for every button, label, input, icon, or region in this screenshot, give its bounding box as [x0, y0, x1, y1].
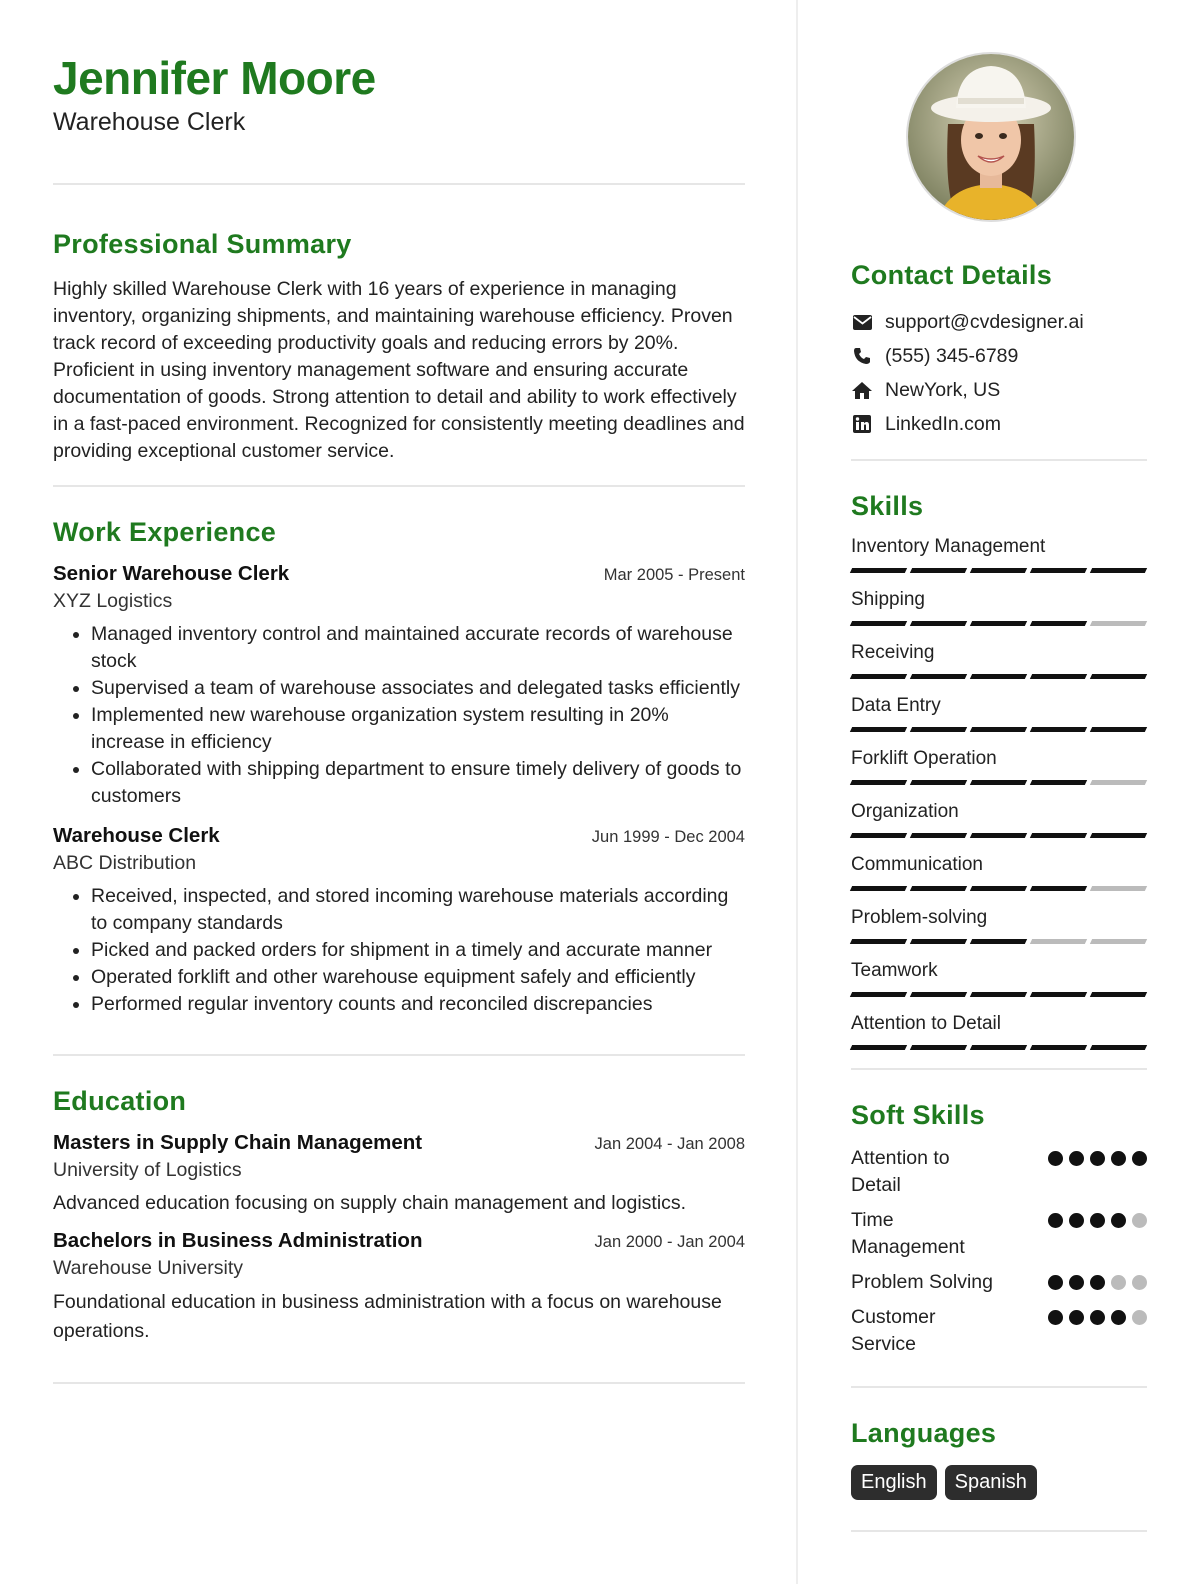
- skill-segment-empty: [1030, 939, 1087, 944]
- skill-segment-filled: [970, 780, 1027, 785]
- skill-name: Communication: [851, 854, 983, 875]
- rating-dot-empty: [1132, 1310, 1147, 1325]
- job-bullet: • Managed inventory control and maintained accurate records of warehouse stock: [91, 621, 745, 675]
- skill-segment-filled: [1030, 833, 1087, 838]
- skill-segment-filled: [1090, 568, 1147, 573]
- job-bullet: • Collaborated with shipping department to ensure timely delivery of goods to customers: [91, 756, 745, 810]
- phone-icon: [851, 345, 873, 367]
- skill-item: [851, 958, 1147, 997]
- contact-phone-text: (555) 345-6789: [885, 344, 1019, 367]
- job-bullet: • Performed regular inventory counts and reconciled discrepancies: [91, 991, 745, 1018]
- skill-item: [851, 746, 1147, 785]
- education-description: Foundational education in business administration with a focus on warehouse operations.: [53, 1290, 722, 1342]
- skill-name: Data Entry: [851, 695, 941, 716]
- contact-linkedin-text: LinkedIn.com: [885, 412, 1001, 435]
- languages-title: Languages: [851, 1418, 997, 1448]
- skill-segment-filled: [910, 674, 967, 679]
- rating-dot-filled: [1090, 1151, 1105, 1166]
- school-name: Warehouse University: [53, 1256, 244, 1279]
- skill-level-bar: [851, 674, 1147, 679]
- skill-segment-filled: [970, 621, 1027, 626]
- skill-segment-filled: [910, 992, 967, 997]
- job-bullet: • Picked and packed orders for shipment in a timely and accurate manner: [91, 937, 745, 964]
- skill-level-bar: [851, 780, 1147, 785]
- contact-title: Contact Details: [851, 260, 1053, 290]
- rating-dot-empty: [1111, 1275, 1126, 1290]
- experience-title: Work Experience: [53, 516, 277, 547]
- section-divider: [53, 183, 745, 185]
- job-bullets: [53, 621, 745, 810]
- profile-photo-illustration: [908, 54, 1074, 220]
- skill-segment-filled: [850, 568, 907, 573]
- rating-dot-filled: [1069, 1275, 1084, 1290]
- skill-segment-filled: [1090, 674, 1147, 679]
- rating-dot-filled: [1048, 1275, 1063, 1290]
- language-pill: English: [851, 1465, 937, 1500]
- skill-segment-filled: [850, 621, 907, 626]
- rating-dot-filled: [1090, 1275, 1105, 1290]
- skill-segment-filled: [1030, 568, 1087, 573]
- skill-segment-empty: [1090, 939, 1147, 944]
- language-pill: Spanish: [945, 1465, 1037, 1500]
- skill-level-bar: [851, 992, 1147, 997]
- skill-segment-filled: [1030, 780, 1087, 785]
- contact-list: [851, 305, 1147, 441]
- skill-segment-filled: [910, 939, 967, 944]
- job-company: XYZ Logistics: [53, 589, 173, 612]
- home-icon: [851, 379, 873, 401]
- skill-name: Inventory Management: [851, 536, 1046, 557]
- skill-item: [851, 1011, 1147, 1050]
- job-bullet: • Supervised a team of warehouse associates and delegated tasks efficiently: [91, 675, 745, 702]
- languages-list: [851, 1465, 1147, 1500]
- section-divider: [851, 1530, 1147, 1532]
- soft-skill-item: [851, 1304, 1147, 1358]
- skill-segment-filled: [1030, 727, 1087, 732]
- rating-dot-filled: [1090, 1213, 1105, 1228]
- job-bullet: • Operated forklift and other warehouse equipment safely and efficiently: [91, 964, 745, 991]
- job-dates: Mar 2005 - Present: [603, 565, 745, 584]
- candidate-role: Warehouse Clerk: [53, 107, 246, 136]
- education-title: Education: [53, 1085, 187, 1116]
- column-divider: [796, 0, 798, 1584]
- contact-location-text: NewYork, US: [885, 378, 1001, 401]
- skill-item: [851, 587, 1147, 626]
- skill-segment-filled: [970, 992, 1027, 997]
- soft-skill-item: [851, 1269, 1147, 1296]
- skill-segment-filled: [1030, 674, 1087, 679]
- soft-skill-name: Problem Solving: [851, 1271, 993, 1293]
- rating-dot-filled: [1111, 1213, 1126, 1228]
- job-title: Warehouse Clerk: [53, 823, 220, 847]
- skill-segment-filled: [910, 621, 967, 626]
- skill-item: [851, 693, 1147, 732]
- skill-level-bar: [851, 568, 1147, 573]
- education-dates: Jan 2004 - Jan 2008: [594, 1134, 745, 1153]
- soft-skill-name: Time Management: [851, 1209, 965, 1258]
- degree-title: Masters in Supply Chain Management: [53, 1130, 423, 1154]
- skill-segment-filled: [970, 1045, 1027, 1050]
- job-entry: [53, 562, 745, 810]
- rating-dot-filled: [1069, 1310, 1084, 1325]
- skill-segment-filled: [850, 992, 907, 997]
- sidebar-column: [851, 52, 1147, 1532]
- rating-dot-filled: [1111, 1310, 1126, 1325]
- job-bullets: [53, 883, 745, 1018]
- skill-segment-filled: [1090, 833, 1147, 838]
- contact-email[interactable]: [851, 305, 1147, 339]
- rating-dot-filled: [1132, 1151, 1147, 1166]
- rating-dot-filled: [1048, 1151, 1063, 1166]
- rating-dot-filled: [1048, 1213, 1063, 1228]
- skill-segment-filled: [910, 1045, 967, 1050]
- skill-segment-filled: [850, 833, 907, 838]
- skill-segment-filled: [910, 833, 967, 838]
- rating-dot-filled: [1111, 1151, 1126, 1166]
- skill-segment-empty: [1090, 886, 1147, 891]
- summary-text: Highly skilled Warehouse Clerk with 16 years of experience in managing inventory, organizing shipments, and maintaining warehouse efficiency. Proven track record of exceeding productivity goals and reducing errors by 20%. Proficient in using inventory management software and ensuring accurate documentation of goods. Strong attention to detail and ability to work effectively in a fast-paced environment. Recognized for consistently meeting deadlines and providing exceptional customer service.: [53, 277, 745, 462]
- section-divider: [851, 1068, 1147, 1070]
- skill-segment-filled: [1030, 992, 1087, 997]
- job-dates: Jun 1999 - Dec 2004: [591, 827, 745, 846]
- skill-segment-filled: [850, 727, 907, 732]
- rating-dot-filled: [1048, 1310, 1063, 1325]
- soft-skills-title: Soft Skills: [851, 1100, 985, 1130]
- skill-segment-filled: [910, 727, 967, 732]
- soft-skills-list: [851, 1145, 1147, 1358]
- skill-name: Attention to Detail: [851, 1013, 1001, 1034]
- skill-segment-filled: [850, 886, 907, 891]
- section-divider: [53, 1054, 745, 1056]
- skills-title: Skills: [851, 491, 924, 521]
- contact-phone[interactable]: [851, 339, 1147, 373]
- rating-dot-filled: [1069, 1151, 1084, 1166]
- skill-segment-filled: [970, 568, 1027, 573]
- education-entry: [53, 1131, 745, 1217]
- summary-title: Professional Summary: [53, 228, 352, 259]
- skill-name: Problem-solving: [851, 907, 988, 928]
- skill-segment-filled: [910, 886, 967, 891]
- job-company: ABC Distribution: [53, 851, 197, 874]
- skill-level-bar: [851, 939, 1147, 944]
- education-entry: [53, 1229, 745, 1346]
- skill-segment-filled: [1030, 1045, 1087, 1050]
- skill-segment-filled: [970, 727, 1027, 732]
- skill-name: Organization: [851, 801, 959, 822]
- skill-item: [851, 534, 1147, 573]
- skill-segment-filled: [970, 939, 1027, 944]
- skill-segment-filled: [1030, 621, 1087, 626]
- rating-dot-empty: [1132, 1275, 1147, 1290]
- skill-segment-filled: [1090, 992, 1147, 997]
- contact-email-text: support@cvdesigner.ai: [885, 310, 1084, 333]
- contact-linkedin[interactable]: [851, 407, 1147, 441]
- rating-dot-filled: [1069, 1213, 1084, 1228]
- skill-segment-filled: [910, 568, 967, 573]
- skill-level-bar: [851, 833, 1147, 838]
- soft-skill-rating: [1048, 1213, 1147, 1228]
- skill-name: Receiving: [851, 642, 935, 663]
- skill-item: [851, 640, 1147, 679]
- contact-location: [851, 373, 1147, 407]
- rating-dot-filled: [1090, 1310, 1105, 1325]
- section-divider: [851, 459, 1147, 461]
- skills-list: [851, 534, 1147, 1050]
- skill-segment-filled: [970, 833, 1027, 838]
- candidate-name: Jennifer Moore: [53, 52, 376, 104]
- job-bullet: • Implemented new warehouse organization system resulting in 20% increase in efficiency: [91, 702, 745, 756]
- skill-item: [851, 852, 1147, 891]
- skill-name: Shipping: [851, 589, 925, 610]
- soft-skill-name: Customer Service: [851, 1306, 936, 1355]
- education-description: Advanced education focusing on supply chain management and logistics.: [53, 1191, 687, 1214]
- soft-skill-rating: [1048, 1151, 1147, 1166]
- skill-segment-filled: [1090, 727, 1147, 732]
- skill-segment-filled: [1090, 1045, 1147, 1050]
- skill-name: Forklift Operation: [851, 748, 997, 769]
- skill-level-bar: [851, 621, 1147, 626]
- skill-segment-filled: [850, 1045, 907, 1050]
- skill-segment-filled: [970, 886, 1027, 891]
- skill-segment-filled: [910, 780, 967, 785]
- soft-skill-rating: [1048, 1275, 1147, 1290]
- main-column: [53, 52, 745, 1384]
- skill-segment-empty: [1090, 780, 1147, 785]
- section-divider: [53, 485, 745, 487]
- skill-level-bar: [851, 1045, 1147, 1050]
- skill-segment-filled: [850, 780, 907, 785]
- soft-skill-item: [851, 1145, 1147, 1199]
- section-divider: [851, 1386, 1147, 1388]
- skill-item: [851, 799, 1147, 838]
- envelope-icon: [851, 311, 873, 333]
- education-dates: Jan 2000 - Jan 2004: [594, 1232, 745, 1251]
- skill-segment-filled: [850, 939, 907, 944]
- profile-photo: [906, 52, 1076, 222]
- skill-level-bar: [851, 727, 1147, 732]
- skill-segment-filled: [1030, 886, 1087, 891]
- school-name: University of Logistics: [53, 1158, 242, 1181]
- skill-segment-empty: [1090, 621, 1147, 626]
- job-entry: [53, 824, 745, 1018]
- skill-segment-filled: [970, 674, 1027, 679]
- soft-skill-name: Attention to Detail: [851, 1147, 950, 1196]
- skill-segment-filled: [850, 674, 907, 679]
- skill-item: [851, 905, 1147, 944]
- skill-name: Teamwork: [851, 960, 938, 981]
- soft-skill-rating: [1048, 1310, 1147, 1325]
- section-divider: [53, 1382, 745, 1384]
- degree-title: Bachelors in Business Administration: [53, 1228, 423, 1252]
- linkedin-icon: [851, 413, 873, 435]
- rating-dot-empty: [1132, 1213, 1147, 1228]
- job-bullet: • Received, inspected, and stored incoming warehouse materials according to company standards: [91, 883, 745, 937]
- skill-level-bar: [851, 886, 1147, 891]
- job-title: Senior Warehouse Clerk: [53, 561, 290, 585]
- soft-skill-item: [851, 1207, 1147, 1261]
